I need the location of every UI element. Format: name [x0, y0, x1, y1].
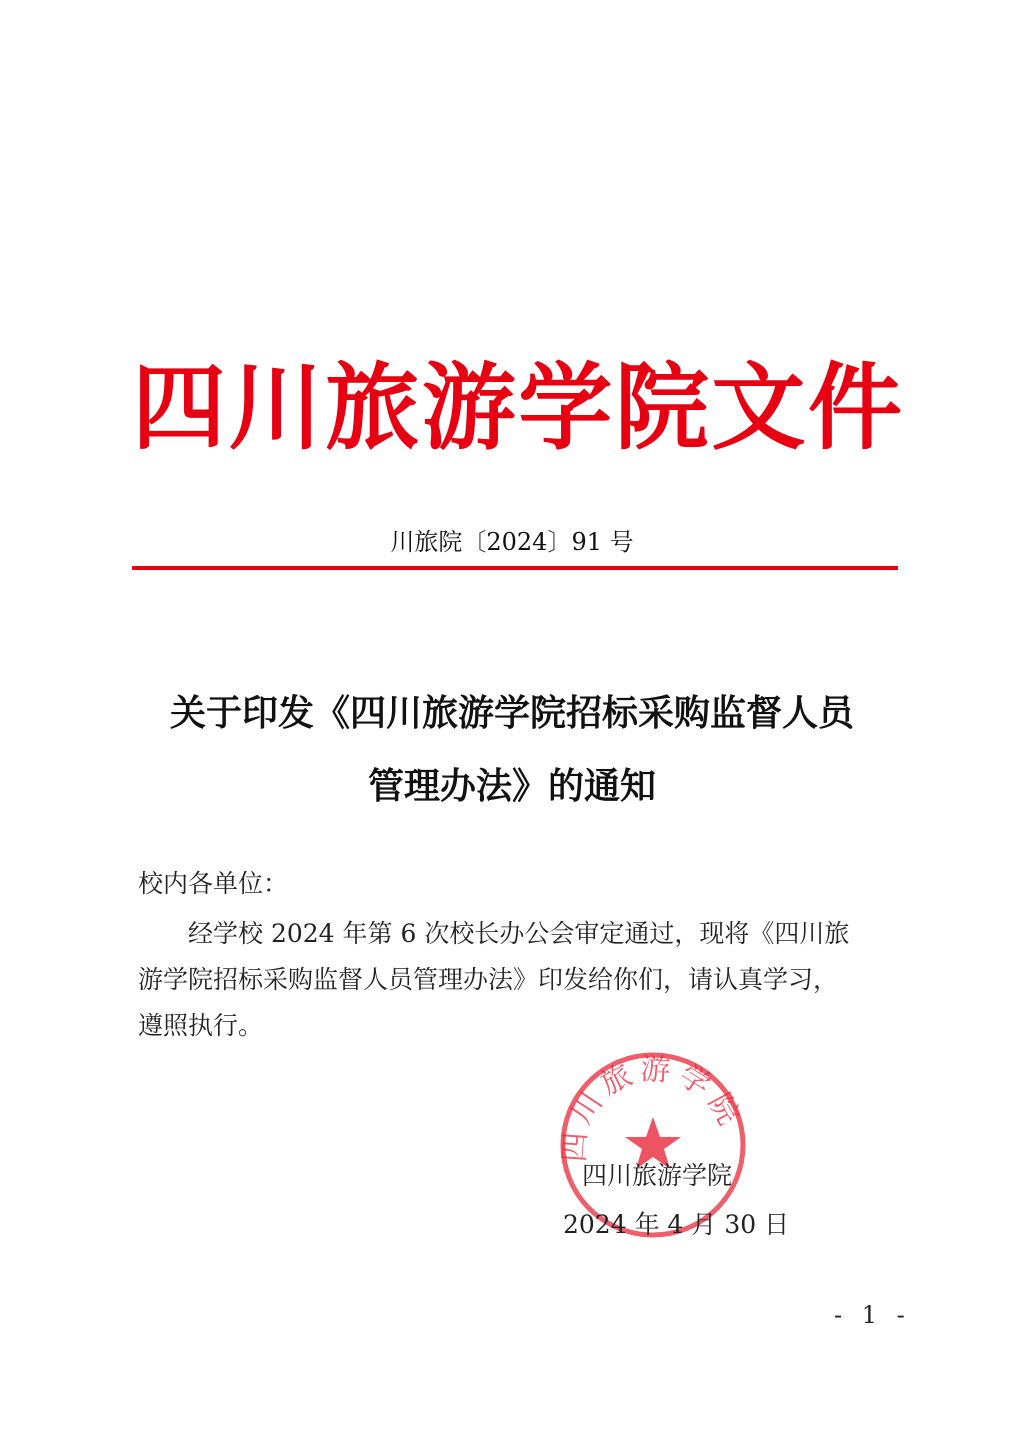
masthead-char: 文 [711, 353, 806, 463]
notice-title-line2: 管理办法》的通知 [367, 765, 656, 807]
masthead-char: 旅 [325, 353, 420, 463]
issuer-name: 四川旅游学院 [582, 1161, 733, 1190]
masthead-char: 游 [421, 353, 516, 463]
masthead-title [132, 343, 902, 473]
body-line: 游学院招标采购监督人员管理办法》印发给你们，请认真学习， [138, 965, 839, 994]
salutation: 校内各单位： [138, 869, 289, 898]
masthead-char: 院 [614, 353, 709, 463]
red-divider [132, 566, 898, 570]
body-line: 遵照执行。 [138, 1011, 264, 1040]
notice-title-line1: 关于印发《四川旅游学院招标采购监督人员 [169, 692, 854, 734]
issue-date: 2024 年 4 月 30 日 [563, 1210, 790, 1239]
masthead-char: 四 [132, 353, 227, 463]
page-number: - 1 - [834, 1301, 911, 1329]
masthead-char: 川 [228, 353, 323, 463]
masthead-char: 件 [807, 353, 902, 463]
seal-text: 四川旅游学院 [556, 1051, 749, 1164]
body-line: 经学校 2024 年第 6 次校长办公会审定通过，现将《四川旅 [138, 919, 850, 948]
masthead-char: 学 [518, 353, 613, 463]
document-number: 川旅院〔2024〕91 号 [390, 528, 634, 556]
